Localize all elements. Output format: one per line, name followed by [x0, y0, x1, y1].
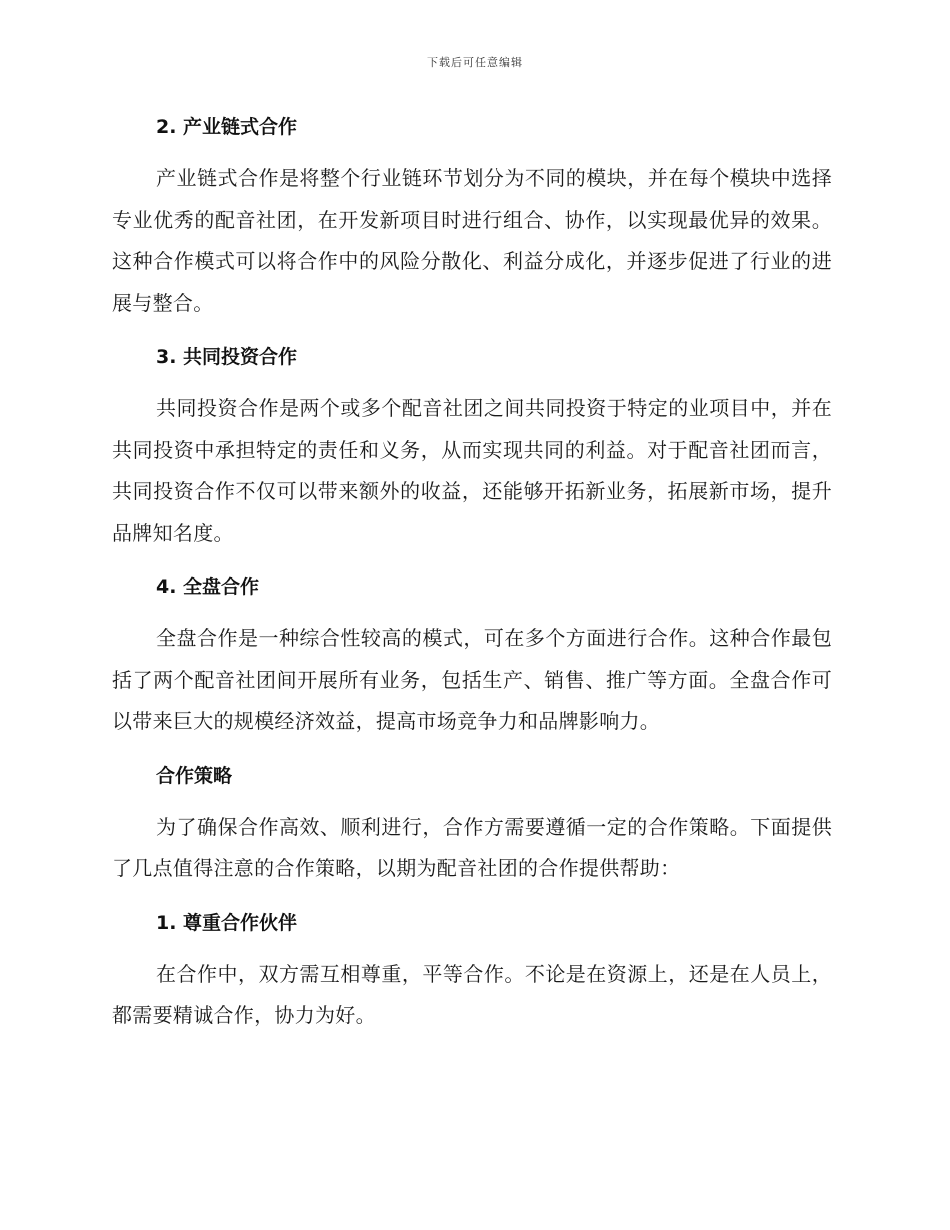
- section-heading-full-cooperation: 4. 全盘合作: [156, 576, 260, 598]
- paragraph-respect-partner: 在合作中，双方需互相尊重，平等合作。不论是在资源上，还是在人员上，都需要精诚合作，协力为好。: [112, 961, 832, 1027]
- document-body: [112, 108, 832, 1051]
- paragraph-full-cooperation: 全盘合作是一种综合性较高的模式，可在多个方面进行合作。这种合作最包括了两个配音社团间开展所有业务，包括生产、销售、推广等方面。全盘合作可以带来巨大的规模经济效益，提高市场竞争力和品牌影响力。: [112, 626, 832, 733]
- page-header: 下载后可任意编辑: [427, 56, 523, 69]
- section-heading-cooperation-strategy: 合作策略: [156, 764, 233, 787]
- section-heading-respect-partner: 1. 尊重合作伙伴: [156, 911, 298, 934]
- section-heading-joint-investment: 3. 共同投资合作: [156, 346, 298, 368]
- paragraph-joint-investment: 共同投资合作是两个或多个配音社团之间共同投资于特定的业项目中，并在共同投资中承担特定的责任和义务，从而实现共同的利益。对于配音社团而言，共同投资合作不仅可以带来额外的收益，还能够开拓新业务，拓展新市场，提升品牌知名度。: [112, 396, 832, 545]
- paragraph-cooperation-strategy: 为了确保合作高效、顺利进行，合作方需要遵循一定的合作策略。下面提供了几点值得注意的合作策略，以期为配音社团的合作提供帮助：: [112, 814, 832, 880]
- section-heading-industry-chain: 2. 产业链式合作: [156, 116, 298, 138]
- paragraph-industry-chain: 产业链式合作是将整个行业链环节划分为不同的模块，并在每个模块中选择专业优秀的配音社团，在开发新项目时进行组合、协作，以实现最优异的效果。这种合作模式可以将合作中的风险分散化、利益分成化，并逐步促进了行业的进展与整合。: [112, 166, 832, 315]
